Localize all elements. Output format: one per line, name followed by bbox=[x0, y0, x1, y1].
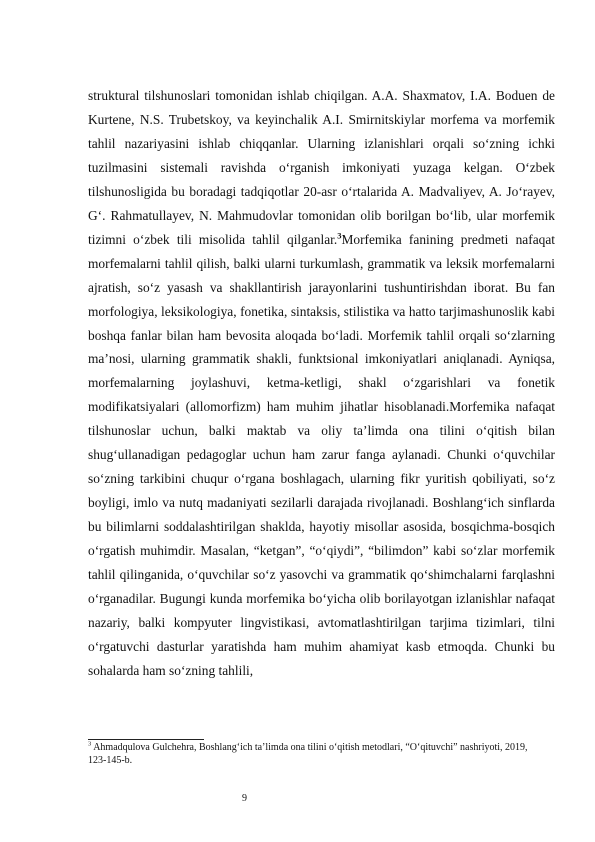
footnote-text: Ahmadqulova Gulchehra, Boshlang‘ich ta’limda ona tilini o‘qitish metodlari, “O‘qituvchi” nashriyoti, 2019, 123-145-b. bbox=[88, 742, 528, 766]
footnote-number: 3 bbox=[88, 740, 92, 748]
footnote-separator bbox=[88, 739, 204, 740]
body-text-before-footnote: struktural tilshunoslari tomonidan ishlab chiqilgan. A.A. Shaxmatov, I.A. Boduen de Kurtene, N.S. Trubetskoy, va keyinchalik A.I. Smirnitskiylar morfema va morfemik tahlil nazariyasini ishlab chiqqanlar. Ularning izlanishlari orqali so‘zning ichki tuzilmasini sistemali ravishda o‘rganish imkoniyati yuzaga kelgan. O‘zbek tilshunosligida bu boradagi tadqiqotlar 20-asr o‘rtalarida A. Madvaliyev, A. Jo‘rayev, G‘. Rahmatullayev, N. Mahmudovlar tomonidan olib borilgan bo‘lib, ular morfemik tizimni o‘zbek tili misolida tahlil qilganlar. bbox=[88, 88, 555, 247]
body-paragraph bbox=[88, 84, 555, 683]
footnote bbox=[88, 741, 548, 767]
page-body bbox=[88, 84, 555, 683]
page-number: 9 bbox=[242, 793, 247, 804]
footnote-reference[interactable]: 3 bbox=[337, 230, 342, 241]
body-text-after-footnote: Morfemika fanining predmeti nafaqat morfemalarni tahlil qilish, balki ularni turkumlash, grammatik va leksik morfemalarni ajratish, so‘z yasash va shakllantirish jarayonlarini tushuntirishdan iborat. Bu fan morfologiya, leksikologiya, fonetika, sintaksis, stilistika va hatto tarjimashunoslik kabi boshqa fanlar bilan ham bevosita aloqada bo‘ladi. Morfemik tahlil orqali so‘zlarning ma’nosi, ularning grammatik shakli, funktsional imkoniyatlari aniqlanadi. Ayniqsa, morfemalarning joylashuvi, ketma-ketligi, shakl o‘zgarishlari va fonetik modifikatsiyalari (allomorfizm) ham muhim jihatlar hisoblanadi.Morfemika nafaqat tilshunoslar uchun, balki maktab va oliy ta’limda ona tilini o‘qitish bilan shug‘ullanadigan pedagoglar uchun ham zarur fanga aylanadi. Chunki o‘quvchilar so‘zning tarkibini chuqur o‘rgana boshlagach, ularning fikr yuritish qobiliyati, so‘z boyligi, imlo va nutq madaniyati sezilarli darajada rivojlanadi. Boshlang‘ich sinflarda bu bilimlarni soddalashtirilgan shaklda, hayotiy misollar asosida, bosqichma-bosqich o‘rgatish muhimdir. Masalan, “ketgan”, “o‘qiydi”, “bilimdon” kabi so‘zlar morfemik tahlil qilinganida, o‘quvchilar so‘z yasovchi va grammatik qo‘shimchalarni farqlashni o‘rganadilar. Bugungi kunda morfemika bo‘yicha olib borilayotgan izlanishlar nafaqat nazariy, balki kompyuter lingvistikasi, avtomatlashtirilgan tarjima tizimlari, tilni o‘rgatuvchi dasturlar yaratishda ham muhim ahamiyat kasb etmoqda. Chunki bu sohalarda ham so‘zning tahlili, bbox=[88, 231, 555, 678]
